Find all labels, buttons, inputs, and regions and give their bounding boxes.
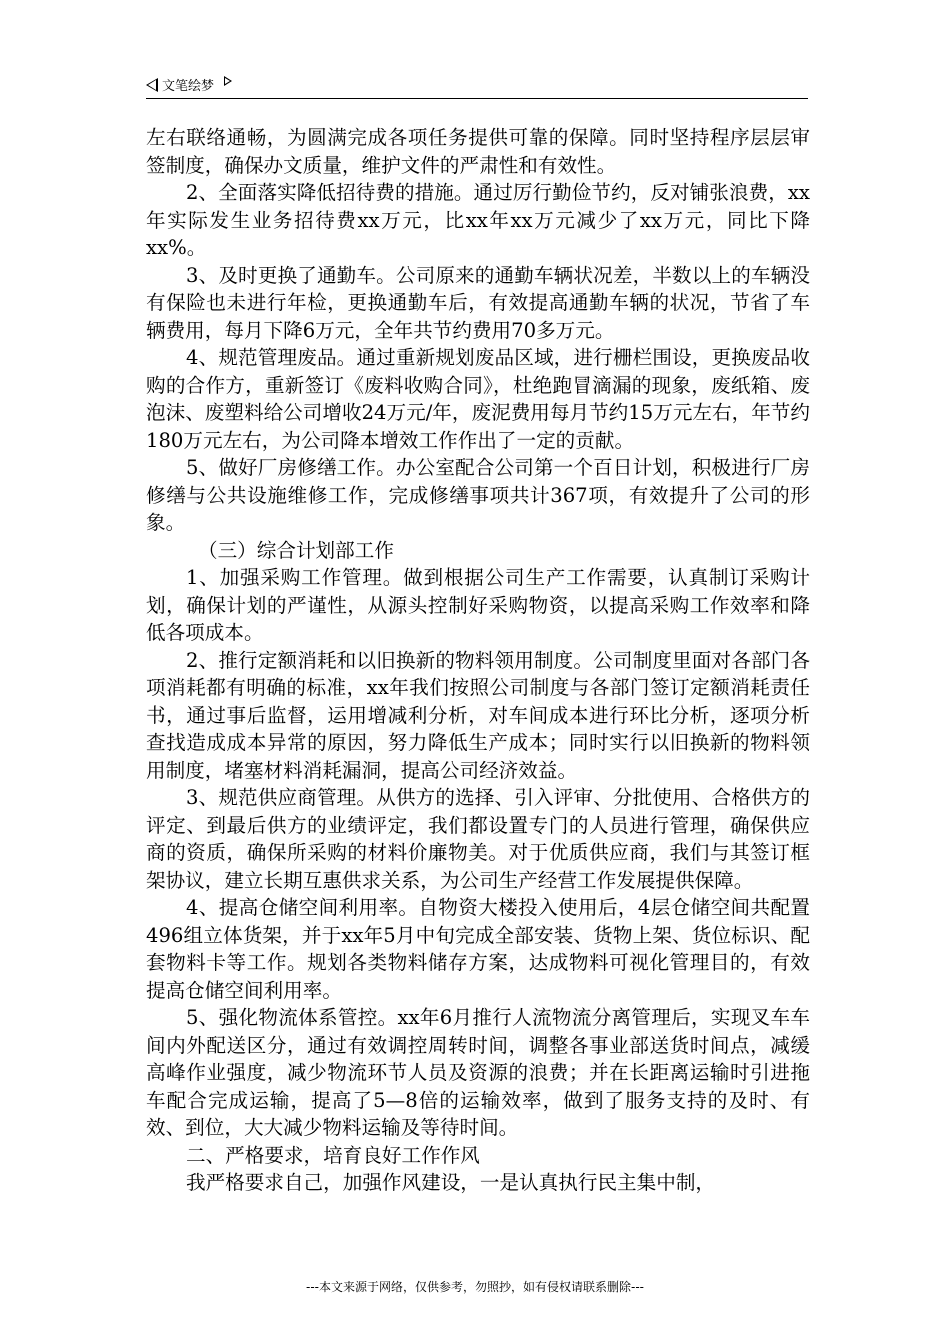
paragraph: 4、规范管理废品。通过重新规划废品区域，进行栅栏围设，更换废品收购的合作方，重新签订《废料收购合同》，杜绝跑冒滴漏的现象，废纸箱、废泡沫、废塑料给公司增收24万元/年，废泥费用每月节约15万元左右，年节约180万元左右，为公司降本增效工作作出了一定的贡献。 bbox=[146, 346, 810, 452]
paragraph: 3、规范供应商管理。从供方的选择、引入评审、分批使用、合格供方的评定、到最后供方的业绩评定，我们都设置专门的人员进行管理，确保供应商的资质，确保所采购的材料价廉物美。对于优质供应商，我们与其签订框架协议，建立长期互惠供求关系，为公司生产经营工作发展提供保障。 bbox=[146, 786, 810, 892]
paragraph: 左右联络通畅，为圆满完成各项任务提供可靠的保障。同时坚持程序层层审签制度，确保办文质量，维护文件的严肃性和有效性。 bbox=[146, 126, 810, 177]
page-footer: ---本文来源于网络，仅供参考，勿照抄，如有侵权请联系删除--- bbox=[306, 1280, 644, 1294]
document-body bbox=[146, 124, 810, 1197]
paragraph: 我严格要求自己，加强作风建设，一是认真执行民主集中制， bbox=[186, 1171, 716, 1194]
paragraph: 2、全面落实降低招待费的措施。通过厉行勤俭节约，反对铺张浪费，xx年实际发生业务招待费xx万元，比xx年xx万元减少了xx万元，同比下降xx%。 bbox=[146, 181, 810, 259]
paragraph: 2、推行定额消耗和以旧换新的物料领用制度。公司制度里面对各部门各项消耗都有明确的标准，xx年我们按照公司制度与各部门签订定额消耗责任书，通过事后监督，运用增减利分析，对车间成本进行环比分析，逐项分析查找造成成本异常的原因，努力降低生产成本；同时实行以旧换新的物料领用制度，堵塞材料消耗漏洞，提高公司经济效益。 bbox=[146, 648, 810, 782]
section-heading: （三）综合计划部工作 bbox=[198, 538, 394, 562]
paragraph: 4、提高仓储空间利用率。自物资大楼投入使用后，4层仓储空间共配置496组立体货架，并于xx年5月中旬完成全部安装、货物上架、货位标识、配套物料卡等工作。规划各类物料储存方案，达成物料可视化管理目的，有效提高仓储空间利用率。 bbox=[146, 896, 810, 1002]
right-triangle-icon bbox=[224, 76, 232, 86]
left-triangle-icon bbox=[146, 78, 158, 92]
header-brand bbox=[146, 75, 232, 94]
section-heading: 二、严格要求，培育良好工作作风 bbox=[186, 1143, 480, 1167]
paragraph: 1、加强采购工作管理。做到根据公司生产工作需要，认真制订采购计划，确保计划的严谨性，从源头控制好采购物资，以提高采购工作效率和降低各项成本。 bbox=[146, 566, 810, 644]
paragraph: 5、强化物流体系管控。xx年6月推行人流物流分离管理后，实现叉车车间内外配送区分，通过有效调控周转时间，调整各事业部送货时间点，减缓高峰作业强度，减少物流环节人员及资源的浪费；并在长距离运输时引进拖车配合完成运输，提高了5—8倍的运输效率，做到了服务支持的及时、有效、到位，大大减少物料运输及等待时间。 bbox=[146, 1006, 810, 1139]
paragraph: 3、及时更换了通勤车。公司原来的通勤车辆状况差，半数以上的车辆没有保险也未进行年检，更换通勤车后，有效提高通勤车辆的状况，节省了车辆费用，每月下降6万元，全年共节约费用70多万元。 bbox=[146, 263, 810, 342]
header-title: 文笔绘梦 bbox=[162, 79, 215, 94]
page-header bbox=[146, 72, 808, 99]
paragraph: 5、做好厂房修缮工作。办公室配合公司第一个百日计划，积极进行厂房修缮与公共设施维修工作，完成修缮事项共计367项，有效提升了公司的形象。 bbox=[146, 456, 810, 534]
